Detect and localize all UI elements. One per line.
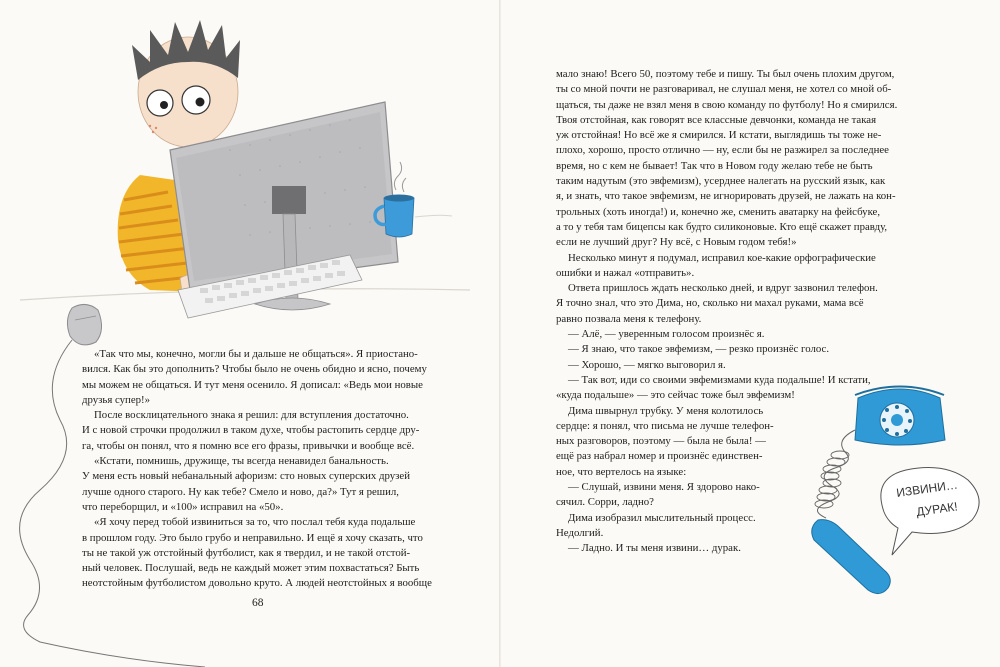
right-page-line: уж отстойная! Но всё же я смирился. И кстати, выглядишь ты тоже не- bbox=[556, 129, 882, 142]
right-page-line: я, и знать, что такое эвфемизм, не игнорировать друзей, не лажать на кон- bbox=[556, 190, 896, 203]
left-page-line: мы можем не общаться. И тут меня осенило. Я дописал: «Ведь мои новые bbox=[82, 378, 423, 391]
right-page-line: а то у тебя там бицепсы как будто силиконовые. Кто ещё скажет правду, bbox=[556, 220, 888, 233]
right-page-text bbox=[556, 67, 931, 557]
right-page-line: ных разговоров, поэтому — была не была! — bbox=[556, 435, 766, 448]
right-page-line: ошибки и нажал «отправить». bbox=[556, 266, 695, 279]
right-page-line: сердце: я понял, что письма не лучше телефон- bbox=[556, 419, 774, 432]
mug bbox=[384, 198, 414, 237]
right-page-line: Недолгий. bbox=[556, 526, 604, 539]
right-page-line: Ответа пришлось ждать несколько дней, и вдруг зазвонил телефон. bbox=[568, 282, 878, 295]
right-page-line: Дима швырнул трубку. У меня колотилось bbox=[568, 404, 764, 417]
right-page-line: — Ладно. И ты меня извини… дурак. bbox=[568, 542, 741, 555]
right-page-line: «куда подальше» — это сейчас тоже был эвфемизм! bbox=[556, 389, 795, 402]
right-page-line: сячил. Сорри, ладно? bbox=[556, 496, 654, 509]
right-page-line: щаться, ты даже не взял меня в свою команду по футболу! Но я смирился. bbox=[556, 98, 898, 111]
right-page-line: равно позвала меня к телефону. bbox=[556, 312, 702, 325]
left-page-line: в прошлом году. Это было грубо и неправильно. И ещё я хочу сказать, что bbox=[82, 531, 423, 544]
left-page-line: ный человек. Послушай, ведь не каждый может этим похвастаться? Быть bbox=[82, 562, 420, 575]
right-page-line: трольных (хоть иногда!) и, конечно же, сменить аватарку на фейсбуке, bbox=[556, 205, 881, 218]
right-page-line: ещё раз набрал номер и произнёс единствен- bbox=[556, 450, 763, 463]
right-page-line: ты со мной почти не разговаривал, не слушал меня, не хотел со мной об- bbox=[556, 83, 892, 96]
right-page-line: плохо, хорошо, просто отлично — ну, если бы не разжирел за последнее bbox=[556, 144, 889, 157]
left-page-line: И с новой строчки продолжил в таком духе, чтобы растопить сердце дру- bbox=[82, 424, 420, 437]
left-page-line: «Я хочу перед тобой извиниться за то, что послал тебя куда подальше bbox=[94, 516, 416, 529]
speech-bubble-line-1: ИЗВИНИ… bbox=[895, 477, 959, 500]
left-page-line: неотстойным футболистом довольно круто. А людей неотстойных я вообще bbox=[82, 577, 432, 590]
right-page-line: — Хорошо, — мягко выговорил я. bbox=[568, 358, 726, 371]
left-page-line: друзья супер!» bbox=[82, 393, 151, 406]
speech-bubble-line-2: ДУРАК! bbox=[915, 499, 959, 519]
monitor-back-plate bbox=[272, 186, 306, 214]
left-page-text bbox=[82, 347, 450, 592]
right-page-line: Несколько минут я подумал, исправил кое-какие орфографические bbox=[568, 251, 876, 264]
left-page-line: что переборщил, и «100» исправил на «50». bbox=[82, 500, 284, 513]
boy-at-computer-illustration bbox=[20, 20, 470, 318]
right-page-line: — Алё, — уверенным голосом произнёс я. bbox=[568, 328, 765, 341]
right-page-line: таким надутым (это эвфемизм), усерднее налегать на русский язык, как bbox=[556, 175, 886, 188]
right-page-line: Дима изобразил мыслительный процесс. bbox=[568, 511, 756, 524]
right-page-line: — Так вот, иди со своими эвфемизмами куда подальше! И кстати, bbox=[568, 373, 871, 386]
left-page-line: «Так что мы, конечно, могли бы и дальше не общаться». Я приостано- bbox=[94, 348, 418, 360]
left-page-line: «Кстати, помнишь, дружище, ты всегда ненавидел банальность. bbox=[94, 455, 389, 468]
page-number: 68 bbox=[252, 597, 264, 609]
right-page-line: ное, что вертелось на языке: bbox=[556, 465, 687, 478]
left-page-line: У меня есть новый небанальный афоризм: сто новых суперских друзей bbox=[82, 470, 410, 483]
right-page-line: — Слушай, извини меня. Я здорово нако- bbox=[568, 481, 760, 494]
left-page-line: лучше одного старого. Ну как тебе? Смело и ново, да?» Тут я решил, bbox=[82, 485, 399, 498]
left-page-line: ты не такой уж отстойный футболист, как я твердил, и не такой отстой- bbox=[82, 546, 411, 559]
left-page-line: вился. Как бы это дополнить? Чтобы было не очень обидно и ясно, почему bbox=[82, 363, 427, 376]
right-page-line: мало знаю! Всего 50, поэтому тебе и пишу. Ты был очень плохим другом, bbox=[556, 68, 895, 80]
left-page-line: га, чтобы он понял, что я помню все его фразы, привычки и вообще всё. bbox=[82, 439, 415, 452]
right-page-line: Твоя отстойная, как говорят все классные девчонки, команда не такая bbox=[556, 113, 877, 126]
right-page-line: время, но с кем не бывает! Так что в Новом году желаю тебе не быть bbox=[556, 159, 873, 172]
right-page-line: если не лучший друг? Ну всё, с Новым годом тебя!» bbox=[556, 236, 797, 249]
right-page-line: — Я знаю, что такое эвфемизм, — резко произнёс голос. bbox=[568, 343, 830, 356]
right-page-line: Я точно знал, что это Дима, но, сколько ни махал руками, мама всё bbox=[556, 297, 864, 310]
left-page-line: После восклицательного знака я решил: для вступления достаточно. bbox=[94, 409, 409, 422]
